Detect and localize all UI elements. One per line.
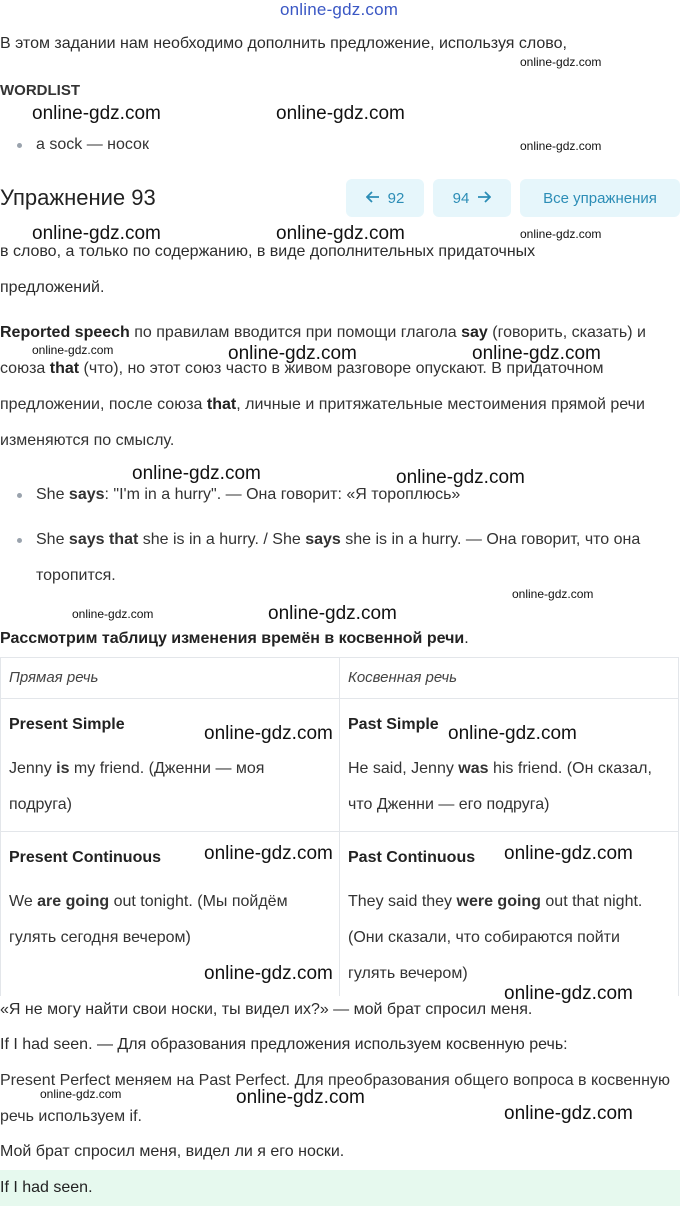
table-header-direct: Прямая речь xyxy=(1,658,340,699)
next-exercise-label: 94 xyxy=(452,189,470,207)
solution-line-3: Present Perfect меняем на Past Perfect. Для преобразования общего вопроса в косвенную речь используем if. xyxy=(0,1072,670,1125)
example-text: She xyxy=(36,531,69,548)
watermark: online-gdz.com xyxy=(504,983,633,1004)
watermark: online-gdz.com xyxy=(204,843,333,864)
example-item xyxy=(0,522,672,594)
watermark: online-gdz.com xyxy=(520,55,602,69)
example-bold: was xyxy=(458,760,489,777)
tense-example xyxy=(9,884,331,956)
rs-text-d: , личные и притяжательные местоимения прямой речи изменяются по смыслу. xyxy=(0,396,645,449)
answer-box xyxy=(0,1170,680,1206)
rs-that: that xyxy=(49,360,80,377)
watermark: online-gdz.com xyxy=(512,587,594,601)
example-text: He said, Jenny xyxy=(348,760,459,777)
watermark: online-gdz.com xyxy=(276,223,405,244)
rs-text-c: (что), но этот союз часто в живом разговоре опускают. В придаточном предложении, после союза xyxy=(0,360,604,413)
rs-term: Reported speech xyxy=(0,324,130,341)
table-intro-dot: . xyxy=(464,630,469,647)
tense-example xyxy=(348,751,670,823)
next-exercise-button[interactable] xyxy=(433,179,511,217)
example-text: They said they xyxy=(348,893,457,910)
example-bold: says xyxy=(305,531,341,548)
example-text: his friend. (Он сказал, что Дженни — его подруга) xyxy=(348,760,652,813)
site-logo[interactable]: online-gdz.com xyxy=(280,0,399,19)
table-intro-text: Рассмотрим таблицу изменения времён в косвенной речи xyxy=(0,630,465,647)
exercise-title: Упражнение 93 xyxy=(0,185,156,210)
example-bold: are going xyxy=(37,893,110,910)
arrow-right-icon xyxy=(477,190,491,207)
watermark: online-gdz.com xyxy=(32,343,114,357)
arrow-left-icon xyxy=(366,190,380,207)
example-item xyxy=(0,477,678,513)
intro-line: В этом задании нам необходимо дополнить предложение, используя слово, xyxy=(0,35,567,52)
wordlist-item-text: a sock — носок xyxy=(36,136,149,153)
example-text: Jenny xyxy=(9,760,57,777)
rs-that-2: that xyxy=(206,396,237,413)
all-exercises-label: Все упражнения xyxy=(543,189,657,207)
tense-table xyxy=(0,657,679,996)
watermark: online-gdz.com xyxy=(448,723,577,744)
prev-exercise-label: 92 xyxy=(387,189,405,207)
watermark: online-gdz.com xyxy=(268,603,397,624)
watermark: online-gdz.com xyxy=(40,1087,122,1101)
example-text: she is in a hurry. — Она говорит, что она торопится. xyxy=(36,531,641,584)
example-bold: were going xyxy=(456,893,541,910)
example-text: my friend. (Дженни — моя подруга) xyxy=(9,760,265,813)
tense-example xyxy=(348,884,670,992)
table-header-row xyxy=(1,658,679,699)
tense-name: Present Continuous xyxy=(9,849,162,866)
example-bold: says that xyxy=(68,531,139,548)
table-cell xyxy=(340,699,679,832)
watermark: online-gdz.com xyxy=(228,343,357,364)
watermark: online-gdz.com xyxy=(276,103,405,124)
watermark: online-gdz.com xyxy=(504,843,633,864)
watermark: online-gdz.com xyxy=(520,139,602,153)
watermark: online-gdz.com xyxy=(72,607,154,621)
all-exercises-button[interactable] xyxy=(520,179,680,217)
example-text: We xyxy=(9,893,38,910)
reported-speech-paragraph xyxy=(0,315,678,459)
watermark: online-gdz.com xyxy=(132,463,261,484)
table-cell xyxy=(1,699,340,832)
watermark: online-gdz.com xyxy=(520,227,602,241)
example-bold: is xyxy=(56,760,70,777)
watermark: online-gdz.com xyxy=(32,223,161,244)
watermark: online-gdz.com xyxy=(204,723,333,744)
watermark: online-gdz.com xyxy=(504,1103,633,1124)
watermark: online-gdz.com xyxy=(204,963,333,984)
tense-name: Past Simple xyxy=(348,716,439,733)
solution-line-2: If I had seen. — Для образования предложения используем косвенную речь: xyxy=(0,1036,568,1053)
answer-text: If I had seen. xyxy=(0,1179,93,1196)
watermark: online-gdz.com xyxy=(236,1087,365,1108)
table-intro xyxy=(0,621,469,657)
rs-text-a: по правилам вводится при помощи глагола xyxy=(129,324,462,341)
example-text: out tonight. (Мы пойдём гулять сегодня вечером) xyxy=(9,893,288,946)
tense-name: Present Simple xyxy=(9,716,125,733)
wordlist-heading: WORDLIST xyxy=(0,82,80,99)
table-row xyxy=(1,699,679,832)
tense-example xyxy=(9,751,331,823)
explanation-line-2: предложений. xyxy=(0,279,105,296)
watermark: online-gdz.com xyxy=(472,343,601,364)
rs-text-b: (говорить, сказать) и союза xyxy=(0,324,646,377)
example-text: she is in a hurry. / She xyxy=(138,531,306,548)
solution-line-4: Мой брат спросил меня, видел ли я его носки. xyxy=(0,1143,345,1160)
rs-say: say xyxy=(461,324,488,341)
solution-line-1: «Я не могу найти свои носки, ты видел их?» — мой брат спросил меня. xyxy=(0,1001,533,1018)
watermark: online-gdz.com xyxy=(396,467,525,488)
tense-name: Past Continuous xyxy=(348,849,476,866)
explanation-line-1: в слово, а только по содержанию, в виде дополнительных придаточных xyxy=(0,243,536,260)
example-bold: says xyxy=(68,486,105,503)
table-header-reported: Косвенная речь xyxy=(340,658,679,699)
example-text: : "I'm in a hurry". — Она говорит: «Я тороплюсь» xyxy=(104,486,461,503)
example-text: out that night. (Они сказали, что собираются пойти гулять вечером) xyxy=(348,893,643,982)
prev-exercise-button[interactable] xyxy=(346,179,424,217)
watermark: online-gdz.com xyxy=(32,103,161,124)
example-text: She xyxy=(36,486,69,503)
